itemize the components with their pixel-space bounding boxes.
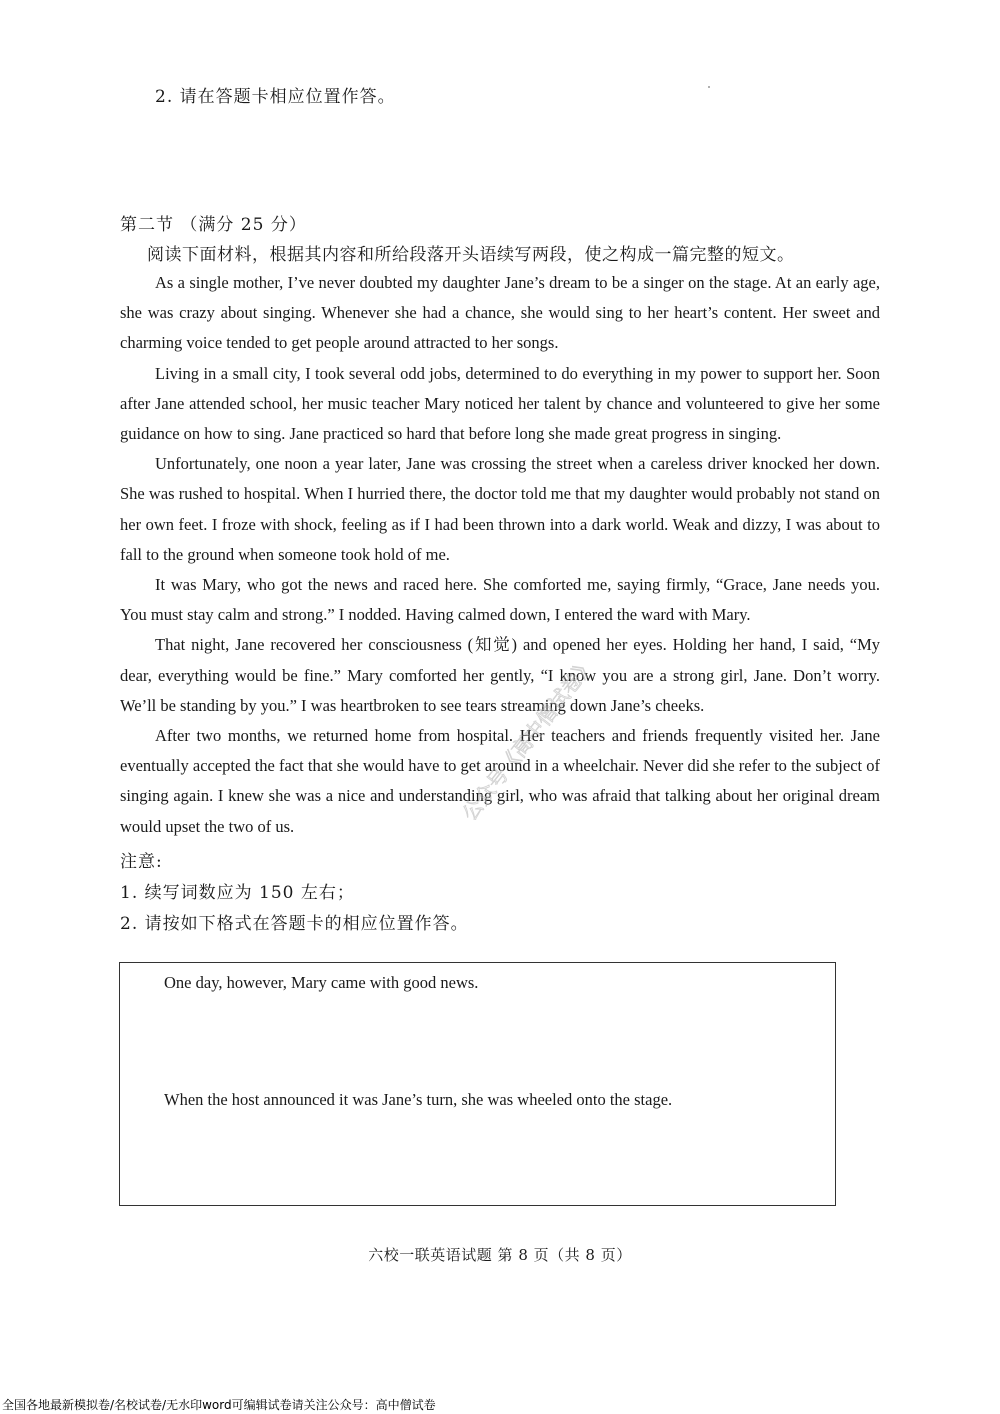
notes-item: 2. 请按如下格式在答题卡的相应位置作答。 (120, 914, 469, 934)
passage-paragraph: Unfortunately, one noon a year later, Jane was crossing the street when a careless driver knocked her down. She was rushed to hospital. When I hurried there, the doctor told me that my daughter would probably not stand on her own feet. I froze with shock, feeling as if I had been thrown into a dark world. Weak and dizzy, I was about to fall to the ground when someone took hold of me. (120, 454, 880, 564)
notes-heading: 注意: (120, 852, 163, 872)
passage-paragraph: Living in a small city, I took several odd jobs, determined to do everything in my power to support her. Soon after Jane attended school, her music teacher Mary noticed her talent by chance and volunteered to give her some guidance on how to sing. Jane practiced so hard that before long she made great progress in singing. (120, 363, 880, 444)
watermark-text: 公众号《高中僧试卷》 (457, 652, 600, 825)
passage-paragraph: That night, Jane recovered her consciousness (知觉) and opened her eyes. Holding her hand, I said, “My dear, everything would be fine.” Mary comforted her gently, “I know you are a strong girl, Jane. Don’t worry. We’ll be standing by you.” I was heartbroken to see tears streaming down Jane’s cheeks. (120, 635, 880, 715)
top-note: 2. 请在答题卡相应位置作答。 (155, 87, 396, 107)
paragraph-1-opening: One day, however, Mary came with good news. (164, 973, 479, 992)
section-title: 第二节 （满分 25 分） (120, 215, 307, 235)
passage-paragraph: After two months, we returned home from hospital. Her teachers and friends frequently visited her. Jane eventually accepted the fact that she would have to get around in a wheelchair. Never did she refer to the subject of singing again. I knew she was a nice and understanding girl, who was afraid that talking about her original dream would upset the two of us. (120, 726, 880, 836)
reading-passage (120, 268, 880, 842)
scan-dot (708, 86, 710, 88)
answer-box (119, 962, 836, 1206)
paragraph-2-opening: When the host announced it was Jane’s turn, she was wheeled onto the stage. (164, 1090, 673, 1109)
passage-paragraph: It was Mary, who got the news and raced here. She comforted me, saying firmly, “Grace, Jane needs you. You must stay calm and strong.” I nodded. Having calmed down, I entered the ward with Mary. (120, 575, 880, 625)
notes-item: 1. 续写词数应为 150 左右； (120, 883, 355, 903)
notes-section (120, 847, 469, 940)
bottom-banner: 全国各地最新模拟卷/名校试卷/无水印word可编辑试卷请关注公众号：高中僧试卷 (2, 1398, 436, 1412)
section-instruction: 阅读下面材料，根据其内容和所给段落开头语续写两段，使之构成一篇完整的短文。 (147, 245, 795, 265)
page-footer: 六校一联英语试题 第 8 页（共 8 页） (368, 1246, 632, 1264)
passage-paragraph: As a single mother, I’ve never doubted my daughter Jane’s dream to be a singer on the stage. At an early age, she was crazy about singing. Whenever she had a chance, she would sing to her heart’s content. Her sweet and charming voice tended to get people around attracted to her songs. (120, 273, 880, 353)
